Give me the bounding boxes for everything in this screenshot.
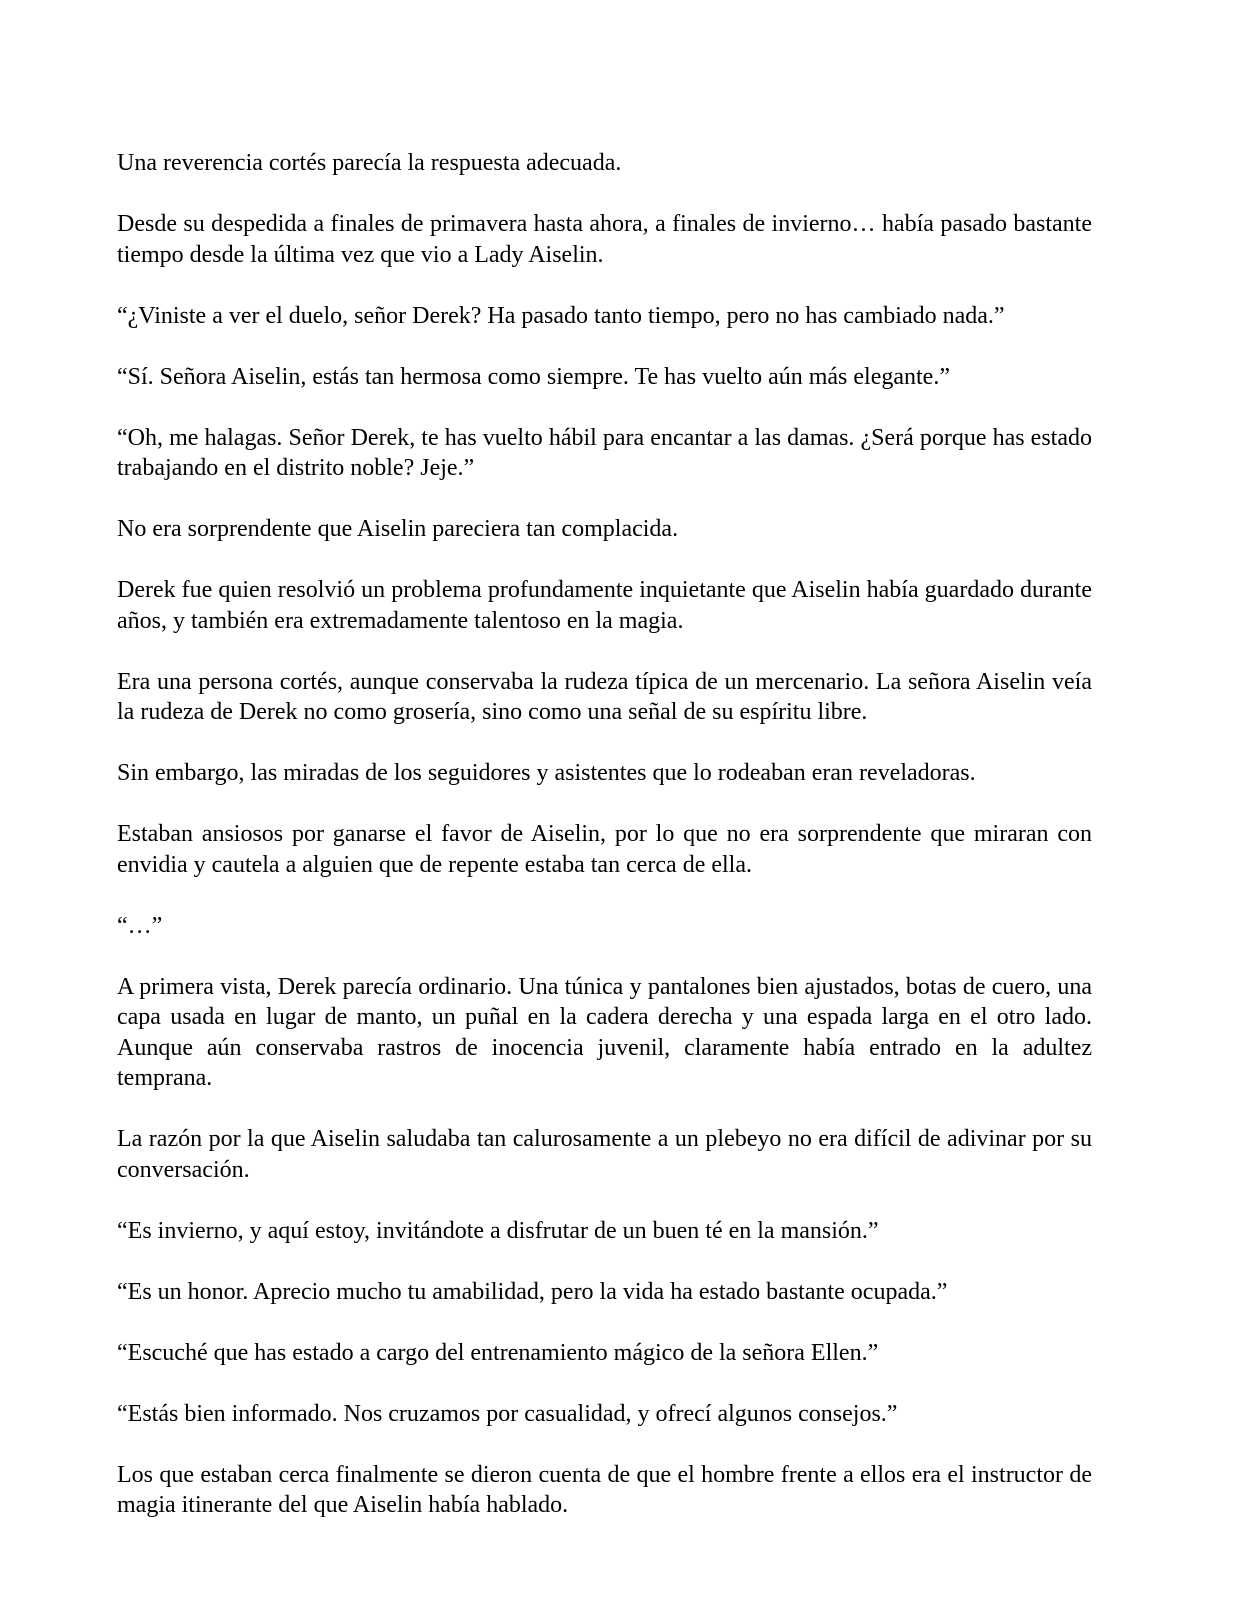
paragraph: “Sí. Señora Aiselin, estás tan hermosa como siempre. Te has vuelto aún más elegante.” [117, 363, 950, 390]
paragraph: “Es un honor. Aprecio mucho tu amabilidad, pero la vida ha estado bastante ocupada.” [117, 1278, 948, 1305]
paragraph: Estaban ansiosos por ganarse el favor de Aiselin, por lo que no era sorprendente que miraran con envidia y cautela a alguien que de repente estaba tan cerca de ella. [117, 821, 1092, 878]
paragraph: La razón por la que Aiselin saludaba tan calurosamente a un plebeyo no era difícil de adivinar por su conversación. [117, 1126, 1092, 1183]
paragraph: “…” [117, 912, 163, 939]
paragraph: Los que estaban cerca finalmente se dieron cuenta de que el hombre frente a ellos era el instructor de magia itinerante del que Aiselin había hablado. [117, 1461, 1092, 1518]
paragraph: “Es invierno, y aquí estoy, invitándote a disfrutar de un buen té en la mansión.” [117, 1217, 879, 1244]
paragraph: No era sorprendente que Aiselin pareciera tan complacida. [117, 516, 679, 542]
paragraph: “¿Viniste a ver el duelo, señor Derek? Ha pasado tanto tiempo, pero no has cambiado nada.” [117, 302, 1005, 329]
paragraph: Una reverencia cortés parecía la respuesta adecuada. [117, 150, 622, 176]
paragraph: Era una persona cortés, aunque conservaba la rudeza típica de un mercenario. La señora Aiselin veía la rudeza de Derek no como grosería, sino como una señal de su espíritu libre. [117, 668, 1092, 725]
paragraph: “Escuché que has estado a cargo del entrenamiento mágico de la señora Ellen.” [117, 1339, 879, 1366]
paragraph: “Estás bien informado. Nos cruzamos por casualidad, y ofrecí algunos consejos.” [117, 1400, 898, 1427]
paragraph: A primera vista, Derek parecía ordinario. Una túnica y pantalones bien ajustados, botas de cuero, una capa usada en lugar de manto, un puñal en la cadera derecha y una espada larga en el otro lado. Aunque aún conservaba rastros de inocencia juvenil, claramente había entrado en la adultez temprana. [117, 973, 1092, 1091]
paragraph: “Oh, me halagas. Señor Derek, te has vuelto hábil para encantar a las damas. ¿Será porque has estado trabajando en el distrito noble? Jeje.” [117, 424, 1092, 481]
paragraph: Sin embargo, las miradas de los seguidores y asistentes que lo rodeaban eran reveladoras. [117, 760, 976, 786]
document-body [117, 148, 1092, 1551]
paragraph: Desde su despedida a finales de primavera hasta ahora, a finales de invierno… había pasado bastante tiempo desde la última vez que vio a Lady Aiselin. [117, 211, 1092, 268]
paragraph: Derek fue quien resolvió un problema profundamente inquietante que Aiselin había guardado durante años, y también era extremadamente talentoso en la magia. [117, 577, 1092, 634]
